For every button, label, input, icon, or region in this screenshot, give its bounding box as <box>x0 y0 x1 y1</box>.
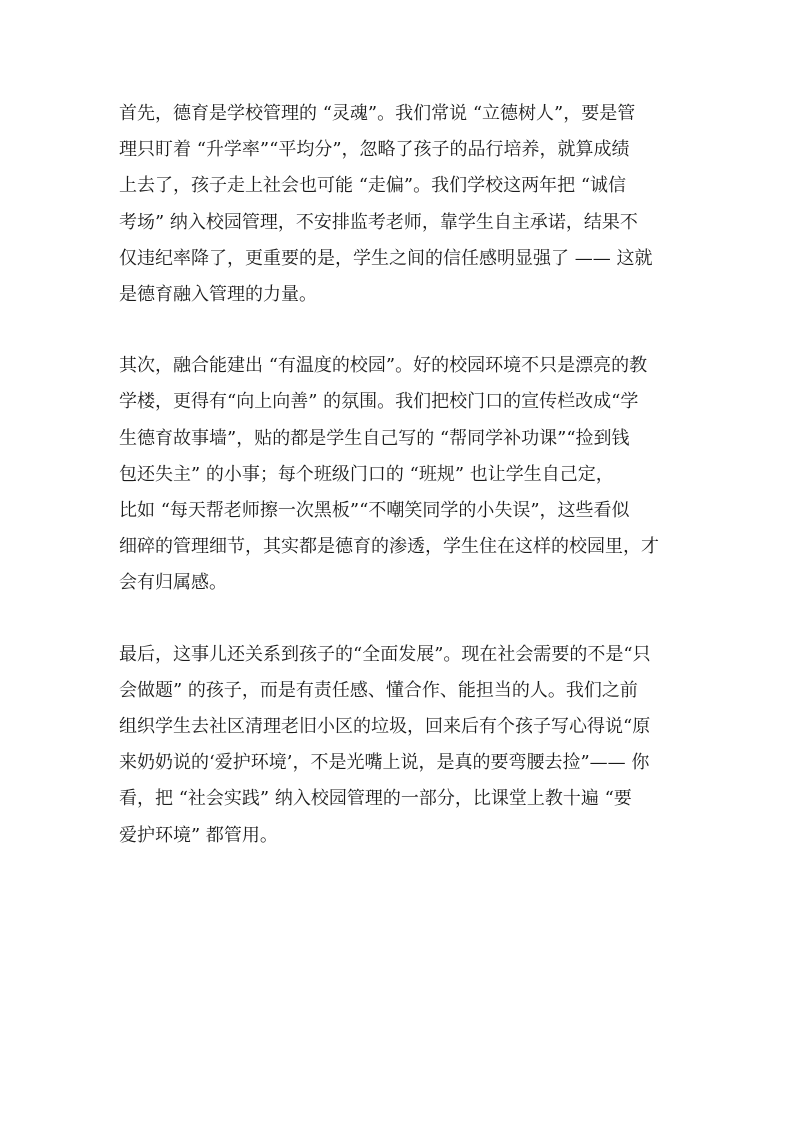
text-line: 上去了，孩子走上社会也可能 “走偏”。我们学校这两年把 “诚信 <box>119 175 627 197</box>
text-line: 来奶奶说的‘爱护环境’，不是光嘴上说，是真的要弯腰去捡”—— 你 <box>119 752 650 774</box>
paragraph-spacer <box>119 313 675 348</box>
text-line: 看，把 “社会实践” 纳入校园管理的一部分，比课堂上教十遍 “要 <box>119 788 632 810</box>
paragraph-moral-education-soul <box>119 96 675 313</box>
document-body <box>119 96 675 854</box>
paragraph-warm-campus <box>119 348 675 601</box>
text-line: 是德育融入管理的力量。 <box>119 284 317 306</box>
text-line: 仅违纪率降了，更重要的是，学生之间的信任感明显强了 —— 这就 <box>119 247 653 269</box>
paragraph-spacer <box>119 602 675 637</box>
text-line: 理只盯着 “升学率”“平均分”，忽略了孩子的品行培养，就算成绩 <box>119 139 630 161</box>
text-line: 细碎的管理细节，其实都是德育的渗透，学生住在这样的校园里，才 <box>119 536 659 558</box>
text-line: 学楼，更得有“向上向善” 的氛围。我们把校门口的宣传栏改成“学 <box>119 391 639 413</box>
text-line: 生德育故事墙”，贴的都是学生自己写的 “帮同学补功课”“捡到钱 <box>119 427 630 449</box>
text-line: 最后，这事儿还关系到孩子的“全面发展”。现在社会需要的不是“只 <box>119 643 651 665</box>
text-line: 爱护环境” 都管用。 <box>119 824 278 846</box>
paragraph-all-round-development <box>119 637 675 854</box>
text-line: 其次，融合能建出 “有温度的校园”。好的校园环境不只是漂亮的教 <box>119 355 648 377</box>
text-line: 包还失主” 的小事；每个班级门口的 “班规” 也让学生自己定， <box>119 463 614 485</box>
text-line: 考场” 纳入校园管理，不安排监考老师，靠学生自主承诺，结果不 <box>119 211 638 233</box>
text-line: 会有归属感。 <box>119 572 227 594</box>
text-line: 会做题” 的孩子，而是有责任感、懂合作、能担当的人。我们之前 <box>119 679 638 701</box>
text-line: 组织学生去社区清理老旧小区的垃圾，回来后有个孩子写心得说“原 <box>119 716 651 738</box>
text-line: 比如 “每天帮老师擦一次黑板”“不嘲笑同学的小失误”，这些看似 <box>119 500 630 522</box>
text-line: 首先，德育是学校管理的 “灵魂”。我们常说 “立德树人”，要是管 <box>119 103 636 124</box>
